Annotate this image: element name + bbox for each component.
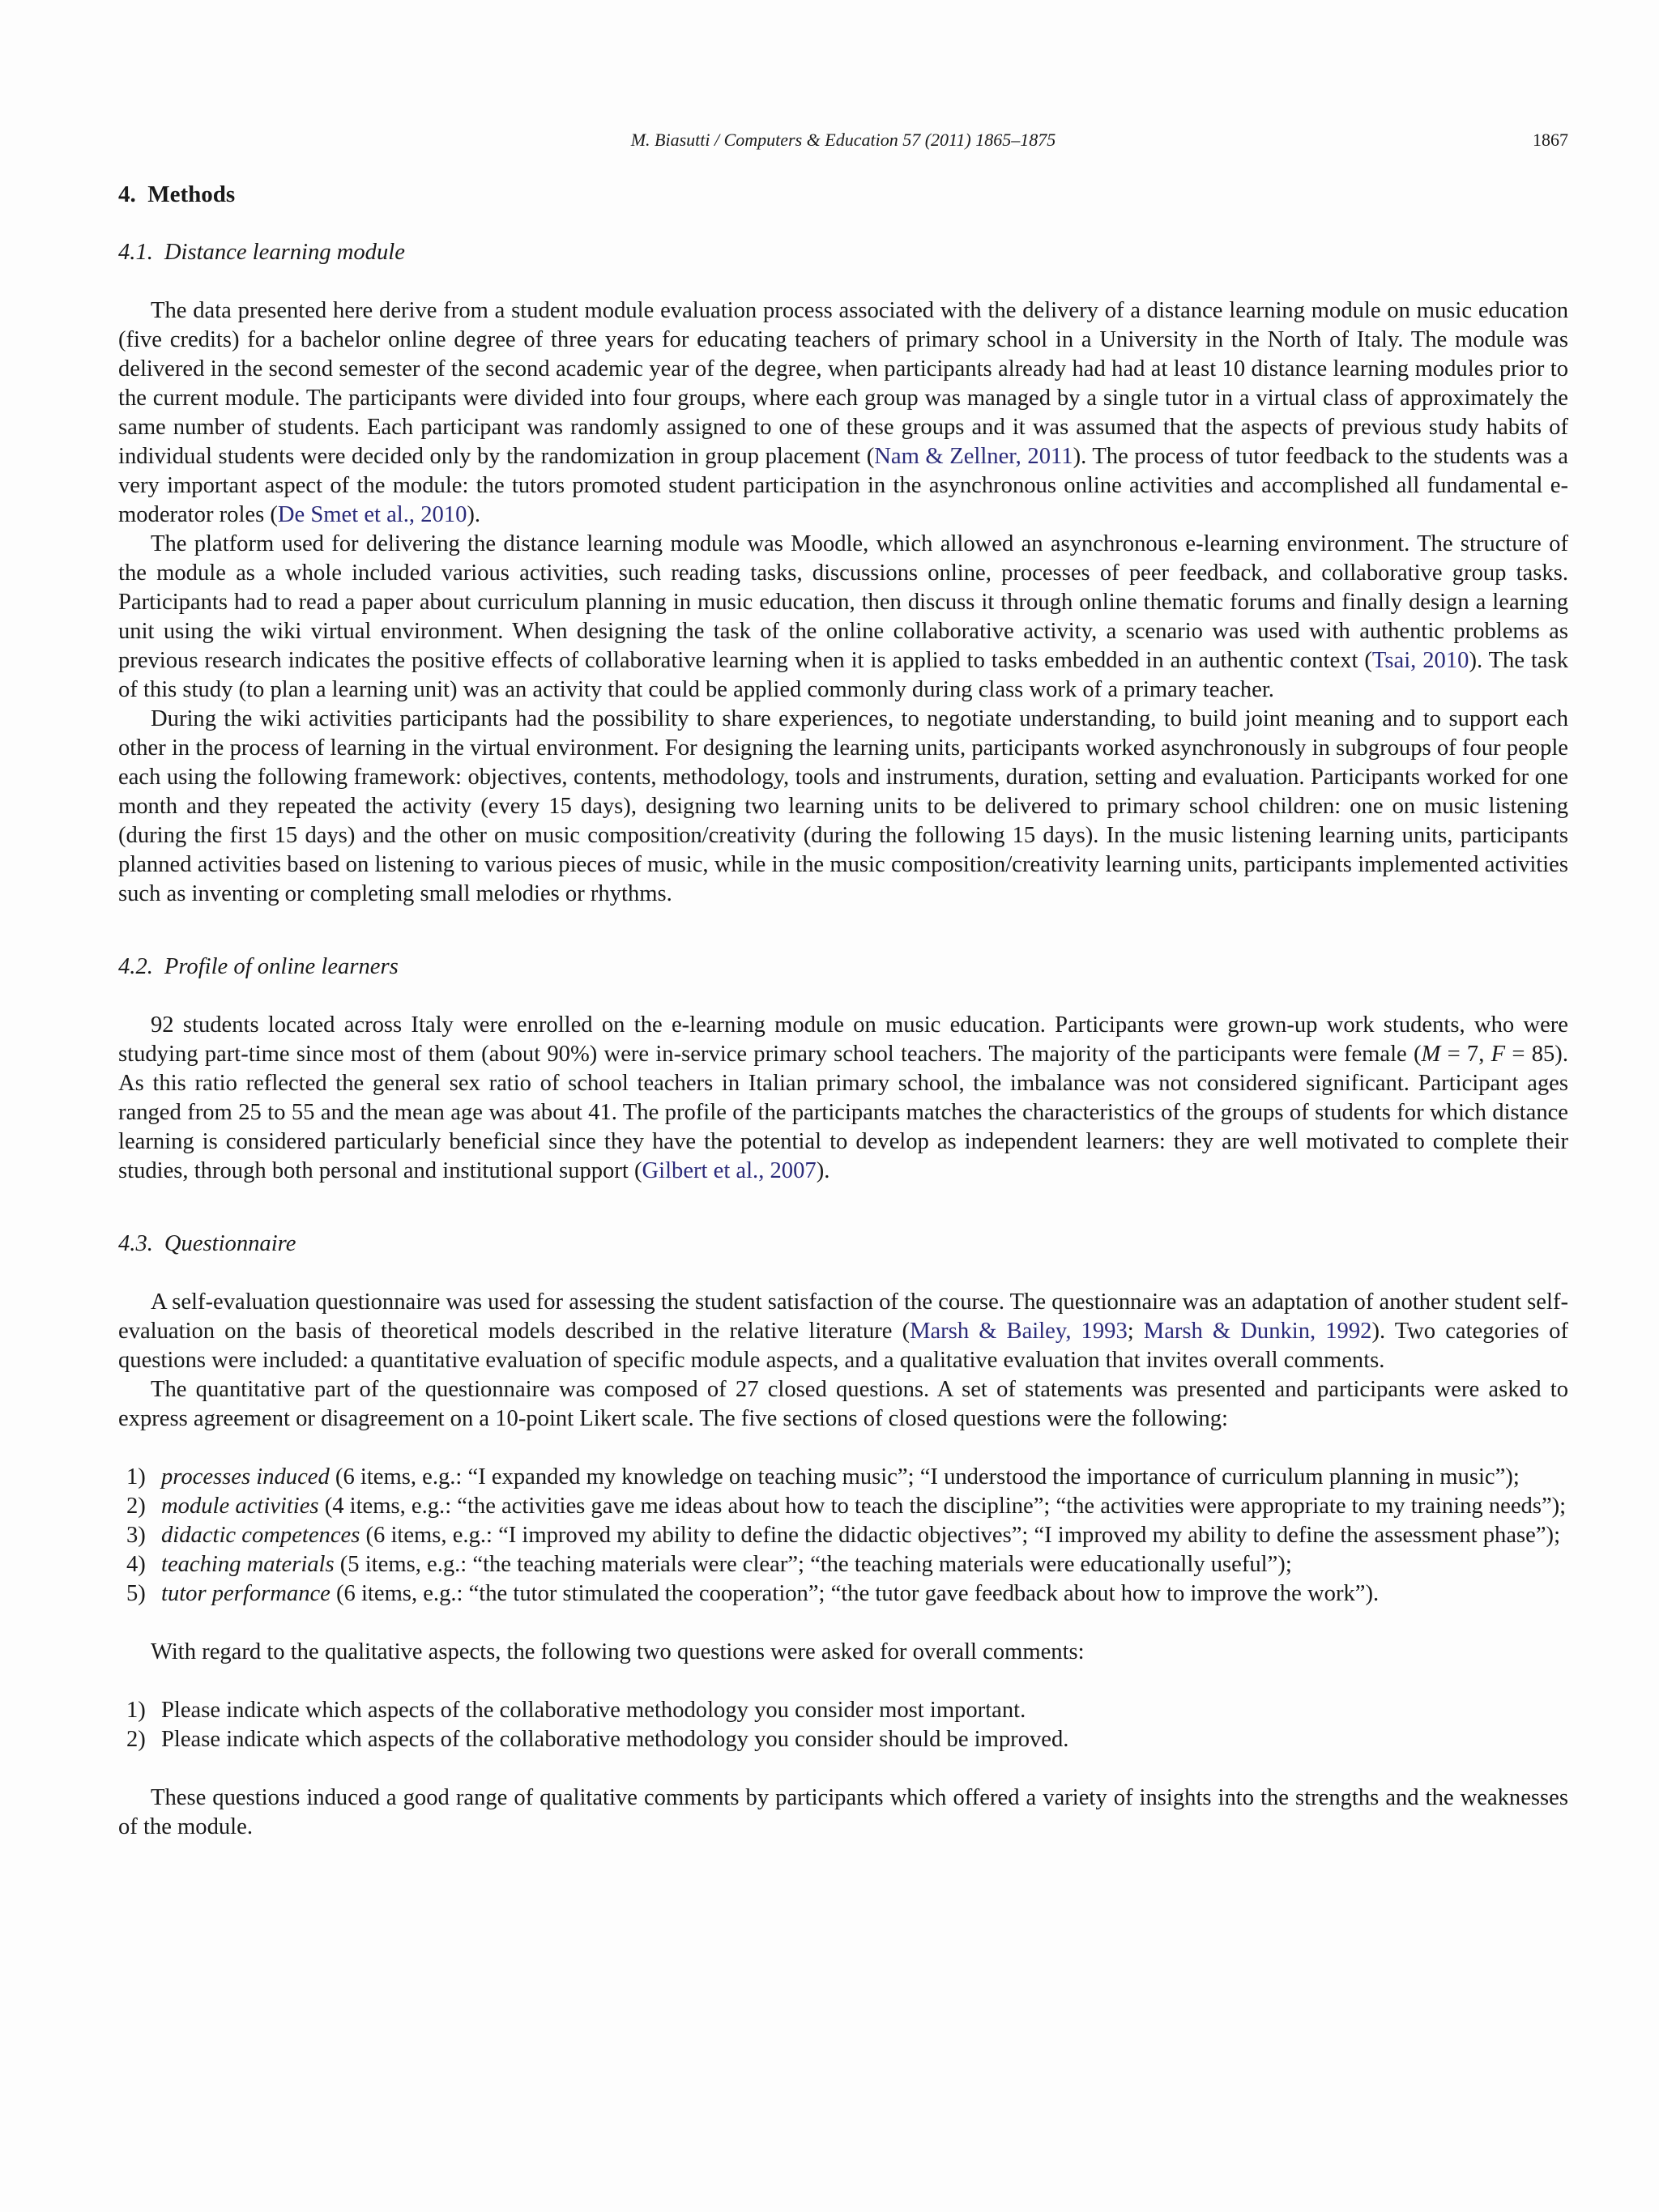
text: A self-evaluation questionnaire was used for assessing the student satisfaction of the course. The questionnaire was an adaptation of another student self-evaluation on the basis of theoretical models described in the relative literature ( (118, 1289, 1568, 1344)
list-text: (6 items, e.g.: “the tutor stimulated the cooperation”; “the tutor gave feedback about how to improve the work”). (330, 1581, 1380, 1606)
article-body (118, 180, 1568, 1842)
list-item (118, 1725, 1568, 1754)
text: The data presented here derive from a student module evaluation process associated with the delivery of a distance learning module on music education (five credits) for a bachelor online degree of three years for educating teachers of primary school in a University in the North of Italy. The module was delivered in the second semester of the second academic year of the degree, when participants already had had at least 10 distance learning modules prior to the current module. The participants were divided into four groups, where each group was managed by a single tutor in a virtual class of approximately the same number of students. Each participant was randomly assigned to one of these groups and it was assumed that the aspects of previous study habits of individual students were decided only by the randomization in group placement ( (118, 298, 1568, 469)
list-number: 1) (126, 1464, 146, 1490)
text: The platform used for delivering the distance learning module was Moodle, which allowed an asynchronous e-learning environment. The structure of the module as a whole included various activities, such reading tasks, discussions online, processes of peer feedback, and collaborative group tasks. Participants had to read a paper about curriculum planning in music education, then discuss it through online thematic forums and finally design a learning unit using the wiki virtual environment. When designing the task of the online collaborative activity, a scenario was used with authentic problems as previous research indicates the positive effects of collaborative learning when it is applied to tasks embedded in an authentic context ( (118, 531, 1568, 673)
text: ). (816, 1158, 830, 1183)
section-title: Methods (147, 181, 236, 207)
paragraph (118, 1011, 1568, 1186)
subsection-title: Questionnaire (164, 1231, 296, 1256)
citation-link[interactable]: Nam & Zellner, 2011 (874, 444, 1073, 469)
subsection-heading-4-3 (118, 1230, 1568, 1259)
open-questions (118, 1696, 1568, 1754)
list-item (118, 1696, 1568, 1725)
list-item (118, 1521, 1568, 1550)
list-item (118, 1550, 1568, 1579)
text: ). (467, 502, 481, 527)
citation-link[interactable]: Tsai, 2010 (1371, 648, 1469, 673)
paragraph: These questions induced a good range of qualitative comments by participants which offered a variety of insights into the strengths and the weaknesses of the module. (118, 1785, 1568, 1839)
list-item (118, 1463, 1568, 1492)
paragraph (118, 296, 1568, 530)
subsection-title: Distance learning module (164, 240, 405, 265)
subsection-heading-4-1 (118, 238, 1568, 267)
list-number: 4) (126, 1552, 146, 1577)
section-number: 4. (118, 181, 136, 207)
section-term: tutor performance (161, 1581, 331, 1606)
list-item (118, 1579, 1568, 1609)
section-heading-methods (118, 180, 1568, 209)
list-text: Please indicate which aspects of the collaborative methodology you consider most important. (161, 1698, 1026, 1723)
closed-question-sections (118, 1463, 1568, 1609)
citation-link[interactable]: Gilbert et al., 2007 (642, 1158, 817, 1183)
paragraph (118, 530, 1568, 705)
list-number: 1) (126, 1698, 146, 1723)
list-number: 2) (126, 1494, 146, 1519)
list-text: Please indicate which aspects of the collaborative methodology you consider should be improved. (161, 1727, 1069, 1752)
text: ). As this ratio reflected the general sex ratio of school teachers in Italian primary school, the imbalance was not considered significant. Participant ages ranged from 25 to 55 and the mean age was about 41. The profile of the participants matches the characteristics of the groups of students for which distance learning is considered particularly beneficial since they have the potential to develop as independent learners: they are well motivated to complete their studies, through both personal and institutional support ( (118, 1042, 1568, 1183)
text: ). Two categories of questions were included: a quantitative evaluation of specific module aspects, and a qualitative evaluation that invites overall comments. (118, 1319, 1568, 1373)
paragraph: During the wiki activities participants had the possibility to share experiences, to negotiate understanding, to build joint meaning and to support each other in the process of learning in the virtual environment. For designing the learning units, participants worked asynchronously in subgroups of four people each using the following framework: objectives, contents, methodology, tools and instruments, duration, setting and evaluation. Participants worked for one month and they repeated the activity (every 15 days), designing two learning units to be delivered to primary school children: one on music listening (during the first 15 days) and the other on music composition/creativity (during the following 15 days). In the music listening learning units, participants planned activities based on listening to various pieces of music, while in the music composition/creativity learning units, participants implemented activities such as inventing or completing small melodies or rhythms. (118, 706, 1568, 906)
list-number: 3) (126, 1523, 146, 1548)
paragraph: With regard to the qualitative aspects, the following two questions were asked for overall comments: (151, 1639, 1085, 1664)
section-term: didactic competences (161, 1523, 360, 1548)
page-number: 1867 (1533, 130, 1568, 150)
section-term: module activities (161, 1494, 319, 1519)
section-term: processes induced (161, 1464, 330, 1490)
list-text: (6 items, e.g.: “I improved my ability to define the didactic objectives”; “I improved my ability to define the assessment phase”); (360, 1523, 1561, 1548)
text: 92 students located across Italy were enrolled on the e-learning module on music education. Participants were grown-up work students, who were studying part-time since most of them (about 90%) were in-service primary school teachers. The majority of the participants were female ( (118, 1012, 1568, 1067)
math-var: M (1421, 1042, 1441, 1067)
subsection-number: 4.3. (118, 1231, 153, 1256)
subsection-number: 4.1. (118, 240, 153, 265)
math-var: F (1491, 1042, 1506, 1067)
paragraph: The quantitative part of the questionnaire was composed of 27 closed questions. A set of statements was presented and participants were asked to express agreement or disagreement on a 10-point Likert scale. The five sections of closed questions were the following: (118, 1377, 1568, 1431)
text: = 85 (1505, 1042, 1555, 1067)
list-number: 2) (126, 1727, 146, 1752)
subsection-title: Profile of online learners (164, 954, 399, 979)
subsection-number: 4.2. (118, 954, 153, 979)
journal-citation: M. Biasutti / Computers & Education 57 (2011) 1865–1875 (630, 130, 1056, 150)
citation-link[interactable]: Marsh & Bailey, 1993 (910, 1319, 1128, 1344)
text: ). The process of tutor feedback to the students was a very important aspect of the module: the tutors promoted student participation in the asynchronous online activities and accomplished all fundamental e-moderator roles ( (118, 444, 1568, 527)
list-text: (6 items, e.g.: “I expanded my knowledge on teaching music”; “I understood the importance of curriculum planning in music”); (329, 1464, 1520, 1490)
section-term: teaching materials (161, 1552, 335, 1577)
list-text: (4 items, e.g.: “the activities gave me ideas about how to teach the discipline”; “the activities were appropriate to my training needs”); (318, 1494, 1567, 1519)
citation-link[interactable]: De Smet et al., 2010 (277, 502, 467, 527)
running-header (118, 130, 1568, 156)
list-item (118, 1492, 1568, 1521)
text: ; (1127, 1319, 1144, 1344)
list-number: 5) (126, 1581, 146, 1606)
text: = 7, (1440, 1042, 1491, 1067)
list-text: (5 items, e.g.: “the teaching materials were clear”; “the teaching materials were educationally useful”); (334, 1552, 1292, 1577)
paragraph (118, 1288, 1568, 1375)
subsection-heading-4-2 (118, 953, 1568, 982)
citation-link[interactable]: Marsh & Dunkin, 1992 (1143, 1319, 1372, 1344)
text: ). The task of this study (to plan a learning unit) was an activity that could be applied commonly during class work of a primary teacher. (118, 648, 1569, 702)
